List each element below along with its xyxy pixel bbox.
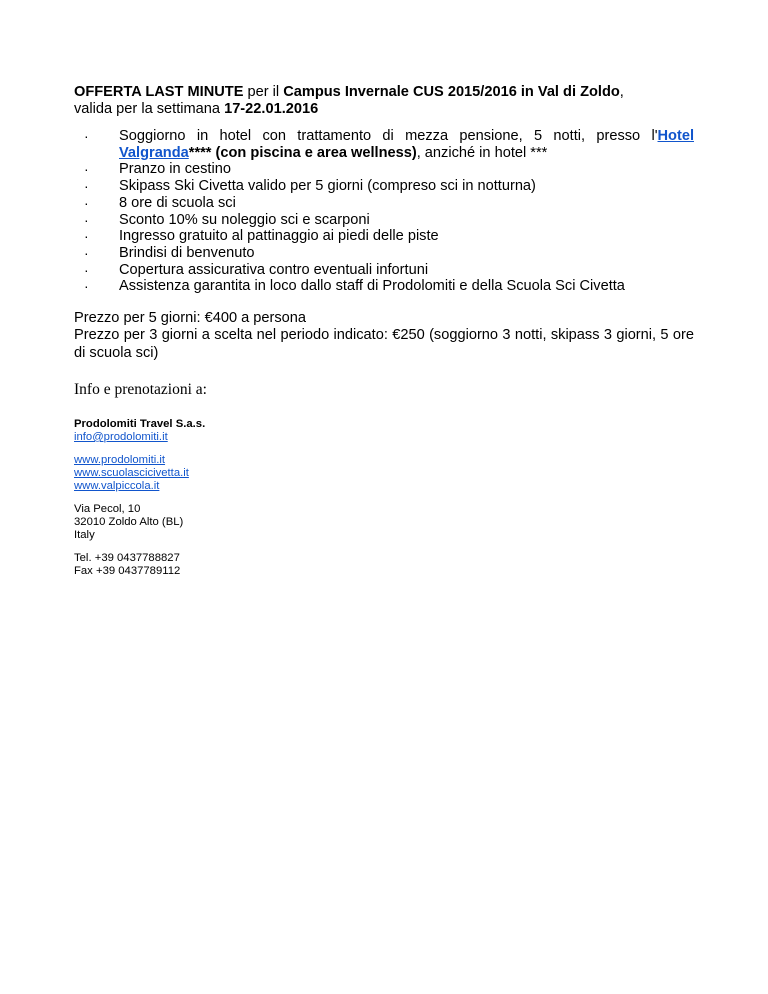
prices-section <box>74 310 694 362</box>
phone-block <box>74 552 694 578</box>
websites-block <box>74 454 694 493</box>
item-text: Skipass Ski Civetta valido per 5 giorni (compreso sci in notturna) <box>119 178 536 195</box>
list-item <box>74 178 694 195</box>
bullet-icon: · <box>84 178 89 195</box>
list-item <box>74 245 694 262</box>
bullet-icon: · <box>84 278 89 295</box>
list-item <box>74 128 694 161</box>
item-text: Copertura assicurativa contro eventuali infortuni <box>119 261 429 278</box>
item-text: Soggiorno in hotel con trattamento di mezza pensione, 5 notti, presso l' <box>119 128 658 144</box>
document-body <box>74 84 694 578</box>
hotel-features: (con piscina e area wellness) <box>211 144 417 161</box>
heading-text-connector: per il <box>243 84 284 100</box>
validity-dates: 17-22.01.2016 <box>224 101 319 117</box>
website-link-valpiccola[interactable]: www.valpiccola.it <box>74 479 160 492</box>
validity-text: valida per la settimana <box>74 101 225 117</box>
address-street: Via Pecol, 10 <box>74 502 141 515</box>
address-block <box>74 503 694 542</box>
contact-company-block <box>74 418 694 444</box>
website-link-prodolomiti[interactable]: www.prodolomiti.it <box>74 453 166 466</box>
bullet-icon: · <box>84 194 89 211</box>
item-text: Brindisi di benvenuto <box>119 244 255 261</box>
list-item <box>74 212 694 229</box>
bullet-icon: · <box>84 228 89 245</box>
bullet-icon: · <box>84 244 89 261</box>
heading-comma: , <box>619 84 624 100</box>
item-text-tail: , anziché in hotel *** <box>416 144 548 161</box>
email-link[interactable]: info@prodolomiti.it <box>74 430 168 443</box>
bullet-icon: · <box>84 161 89 178</box>
fax-number: Fax +39 0437789112 <box>74 564 181 577</box>
list-item <box>74 228 694 245</box>
list-item <box>74 278 694 295</box>
list-item <box>74 262 694 279</box>
bullet-icon: · <box>84 261 89 278</box>
website-link-scuolascicivetta[interactable]: www.scuolascicivetta.it <box>74 466 189 479</box>
item-text: 8 ore di scuola sci <box>119 194 236 211</box>
price-5-days: Prezzo per 5 giorni: €400 a persona <box>74 310 307 327</box>
hotel-link[interactable]: Hotel Valgranda <box>119 128 694 161</box>
item-text: Assistenza garantita in loco dallo staff di Prodolomiti e della Scuola Sci Civetta <box>119 278 625 295</box>
bullet-icon: · <box>84 211 89 228</box>
company-name: Prodolomiti Travel S.a.s. <box>74 417 206 430</box>
campus-name: Campus Invernale CUS 2015/2016 in Val di Zoldo <box>283 84 620 100</box>
list-item <box>74 161 694 178</box>
bullet-icon: · <box>84 128 89 144</box>
list-item <box>74 195 694 212</box>
offer-list <box>74 128 694 295</box>
phone-number: Tel. +39 0437788827 <box>74 551 180 564</box>
item-text: Sconto 10% su noleggio sci e scarponi <box>119 211 370 228</box>
item-text: Pranzo in cestino <box>119 161 231 178</box>
address-city: 32010 Zoldo Alto (BL) <box>74 515 184 528</box>
hotel-stars: **** <box>188 144 212 161</box>
info-heading: Info e prenotazioni a: <box>74 380 207 398</box>
price-3-days: Prezzo per 3 giorni a scelta nel periodo indicato: €250 (soggiorno 3 notti, skipass 3 giorni, 5 ore di scuola sci) <box>74 327 694 361</box>
item-text: Ingresso gratuito al pattinaggio ai piedi delle piste <box>119 228 439 245</box>
offer-heading <box>74 84 694 118</box>
offer-label: OFFERTA LAST MINUTE <box>74 84 244 100</box>
address-country: Italy <box>74 528 95 541</box>
